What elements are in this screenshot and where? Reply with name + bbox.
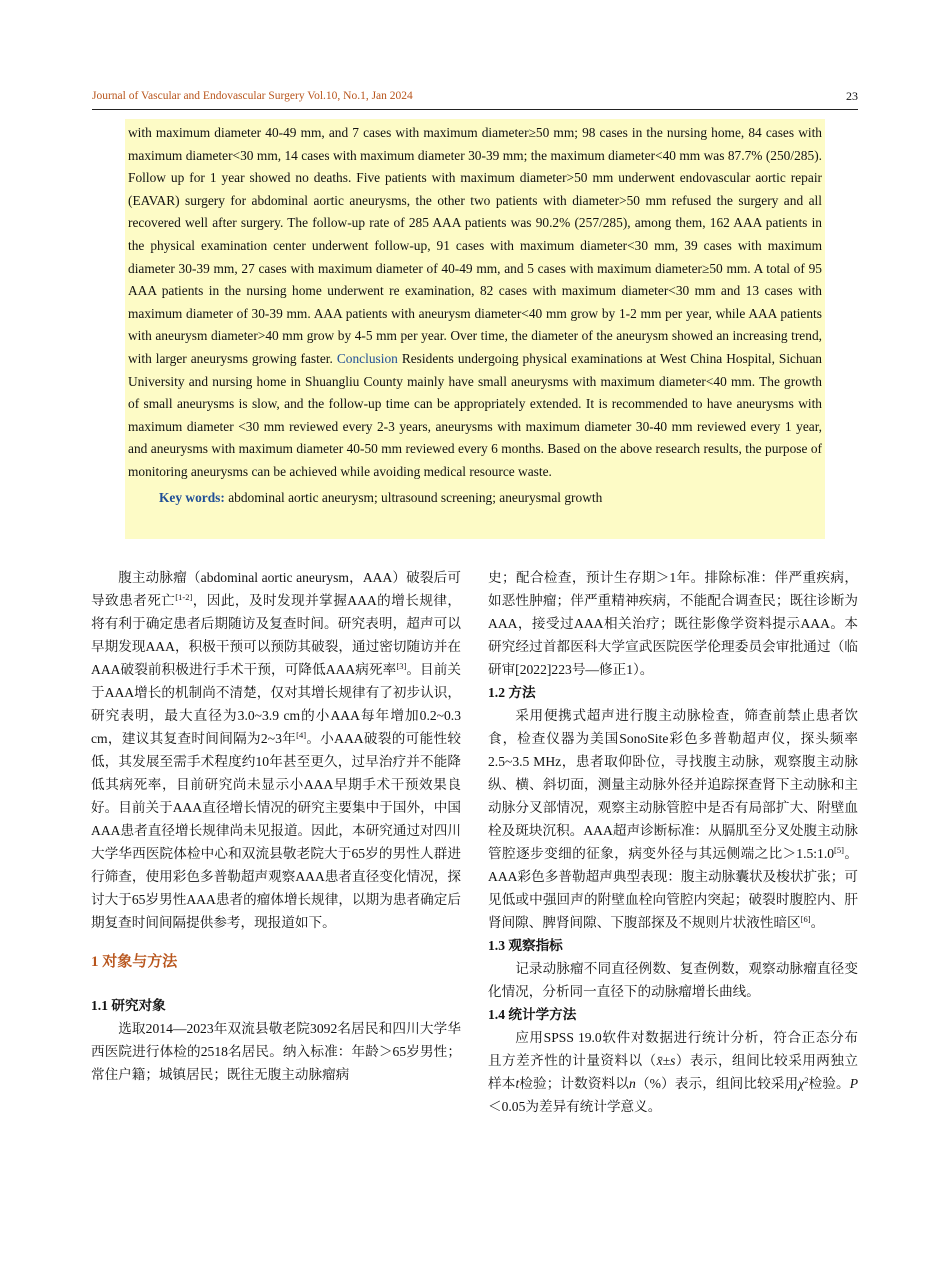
subsection-1-3-text: 记录动脉瘤不同直径例数、复查例数，观察动脉瘤直径变化情况，分析同一直径下的动脉瘤增长曲线。 — [488, 961, 858, 999]
intro-text-3: 。目前关于AAA增长的机制尚不清楚，仅对其增长规律有了初步认识，研究表明，最大直径为3.0~3.9 cm的小AAA每年增加0.2~0.3 cm，建议其复查时间间隔为2~3年 — [91, 662, 462, 746]
keywords-text: abdominal aortic aneurysm; ultrasound screening; aneurysmal growth — [228, 489, 603, 505]
stats-text-4: （%）表示，组间比较采用 — [635, 1076, 799, 1091]
intro-text-4: 。小AAA破裂的可能性较低，其发展至需手术程度约10年甚至更久，过早治疗并不能降低其病死率，目前研究尚未显示小AAA早期手术干预效果良好。目前关于AAA直径增长情况的研究主要集中于国外，中国AAA患者直径增长规律尚未见报道。因此，本研究通过对四川大学华西医院体检中心和双流县敬老院大于65岁的男性人群进行筛查，使用彩色多普勒超声观察AAA患者直径变化情况，探讨大于65岁男性AAA患者的瘤体增长规律，以期为患者确定后期复查时间间隔提供参考，现报道如下。 — [91, 731, 461, 930]
subsection-1-1-title: 1.1 研究对象 — [91, 998, 166, 1013]
abstract-body — [128, 122, 822, 484]
running-header — [92, 86, 858, 106]
stats-text-2: ）表示，组间比较采用两独立样本 — [488, 1053, 858, 1091]
subsection-1-4-title: 1.4 统计学方法 — [488, 1007, 577, 1022]
subsection-1-1-continued: 史；配合检查，预计生存期＞1年。排除标准：伴严重疾病，如恶性肿瘤；伴严重精神疾病，不能配合调查民；既往诊断为AAA，接受过AAA相关治疗；既往影像学资料提示AAA。本研究经过首都医科大学宣武医院医学伦理委员会审批通过（临研审[2022]223号—修正1）。 — [488, 570, 858, 677]
left-column — [91, 566, 461, 1086]
subsection-1-4-text — [488, 1026, 858, 1118]
intro-paragraph — [91, 566, 461, 934]
stats-text-6: ＜0.05为差异有统计学意义。 — [488, 1099, 662, 1114]
stats-text-3: 检验；计数资料以 — [519, 1076, 630, 1091]
math-chi-square-exponent: 2 — [804, 1075, 809, 1085]
header-rule — [92, 109, 858, 110]
subsection-1-2-text — [488, 704, 858, 934]
methods-text-2: 。AAA彩色多普勒超声典型表现：腹主动脉囊状及梭状扩张；可见低或中强回声的附壁血栓向管腔内突起；破裂时腹腔内、肝肾间隙、脾肾间隙、下腹部探及不规则片状液性暗区 — [488, 846, 859, 930]
conclusion-text: Residents undergoing physical examinations at West China Hospital, Sichuan University and nursing home in Shuangliu County mainly have small aneurysms with maximum diameter<40 mm. The growth of small aneurysms is slow, and the follow-up time can be appropriately extended. It is recommended to have aneurysms with maximum diameter <30 mm reviewed every 2-3 years, aneurysms with maximum diameter 30-40 mm reviewed every 1 year, and aneurysms with maximum diameter 40-50 mm reviewed every 6 months. Based on the above research results, the purpose of monitoring aneurysms can be achieved while avoiding medical resource waste. — [128, 350, 823, 479]
math-n: n — [629, 1076, 636, 1091]
math-p: P — [849, 1076, 859, 1091]
page-number: 23 — [846, 89, 858, 103]
stats-text-5: 检验。 — [808, 1076, 850, 1091]
subsection-1-3-title: 1.3 观察指标 — [488, 938, 563, 953]
subsection-1-2-title: 1.2 方法 — [488, 685, 536, 700]
keywords-label: Key words: — [159, 489, 225, 505]
math-mean-sd: x̄±s — [656, 1053, 676, 1068]
right-column — [488, 566, 858, 1118]
methods-text-3: 。 — [810, 915, 825, 930]
citation-ref[interactable]: [5] — [834, 845, 844, 855]
citation-ref[interactable]: [6] — [800, 914, 811, 924]
section-1-title: 1 对象与方法 — [91, 954, 178, 970]
subsection-1-1-text: 选取2014—2023年双流县敬老院3092名居民和四川大学华西医院进行体检的2518名居民。纳入标准：年龄＞65岁男性；常住户籍；城镇居民；既往无腹主动脉瘤病 — [91, 1021, 461, 1082]
english-abstract-box — [125, 119, 825, 539]
journal-citation: Journal of Vascular and Endovascular Surgery Vol.10, No.1, Jan 2024 — [92, 90, 413, 102]
methods-text-1: 采用便携式超声进行腹主动脉检查，筛查前禁止患者饮食，检查仪器为美国SonoSite彩色多普勒超声仪，探头频率2.5~3.5 MHz，患者取仰卧位，寻找腹主动脉，观察腹主动脉纵、横、斜切面，测量主动脉外径并追踪探查肾下主动脉和主动脉分叉部情况，观察主动脉管腔中是否有局部扩大、附壁血栓及斑块沉积。AAA超声诊断标准：从膈肌至分叉处腹主动脉管腔逐步变细的征象，病变外径与其远侧端之比＞1.5:1.0 — [488, 708, 858, 861]
citation-ref[interactable]: [1-2] — [175, 592, 193, 602]
stats-text-1: 应用SPSS 19.0软件对数据进行统计分析，符合正态分布且方差齐性的计量资料以（ — [488, 1030, 858, 1068]
keywords-line — [128, 487, 822, 510]
intro-text-1: 腹主动脉瘤（abdominal aortic aneurysm，AAA）破裂后可导致患者死亡 — [91, 570, 461, 608]
citation-ref[interactable]: [4] — [296, 730, 307, 740]
math-chi: χ — [798, 1076, 805, 1091]
abstract-results-text: with maximum diameter 40-49 mm, and 7 cases with maximum diameter≥50 mm; 98 cases in the nursing home, 84 cases with maximum diameter<30 mm, 14 cases with maximum diameter 30-39 mm; the maximum diameter<40 mm was 87.7% (250/285). Follow up for 1 year showed no deaths. Five patients with maximum diameter>50 mm underwent endovascular aortic repair (EAVAR) surgery for abdominal aortic aneurysms, the other two patients with diameter>50 mm refused the surgery and all recovered well after surgery. The follow-up rate of 285 AAA patients was 90.2% (257/285), among them, 162 AAA patients in the physical examination center underwent follow-up, 91 cases with maximum diameter<30 mm, 39 cases with maximum diameter 30-39 mm, 27 cases with maximum diameter of 40-49 mm, and 5 cases with maximum diameter≥50 mm. A total of 95 AAA patients in the nursing home underwent re examination, 82 cases with maximum diameter<30 mm and 13 cases with maximum diameter of 30-39 mm. AAA patients with aneurysm diameter<40 mm grow by 1-2 mm per year, while AAA patients with aneurysm diameter>40 mm grow by 4-5 mm per year. Over time, the diameter of the aneurysm showed an increasing trend, with larger aneurysms growing faster. — [128, 125, 822, 366]
math-t: t — [515, 1076, 520, 1091]
citation-ref[interactable]: [3] — [396, 661, 407, 671]
conclusion-label: Conclusion — [336, 350, 398, 366]
intro-text-2: ，因此，及时发现并掌握AAA的增长规律，将有利于确定患者后期随访及复查时间。研究表明，超声可以早期发现AAA，积极干预可以预防其破裂，通过密切随访并在AAA破裂前积极进行手术干预，可降低AAA病死率 — [91, 593, 462, 677]
